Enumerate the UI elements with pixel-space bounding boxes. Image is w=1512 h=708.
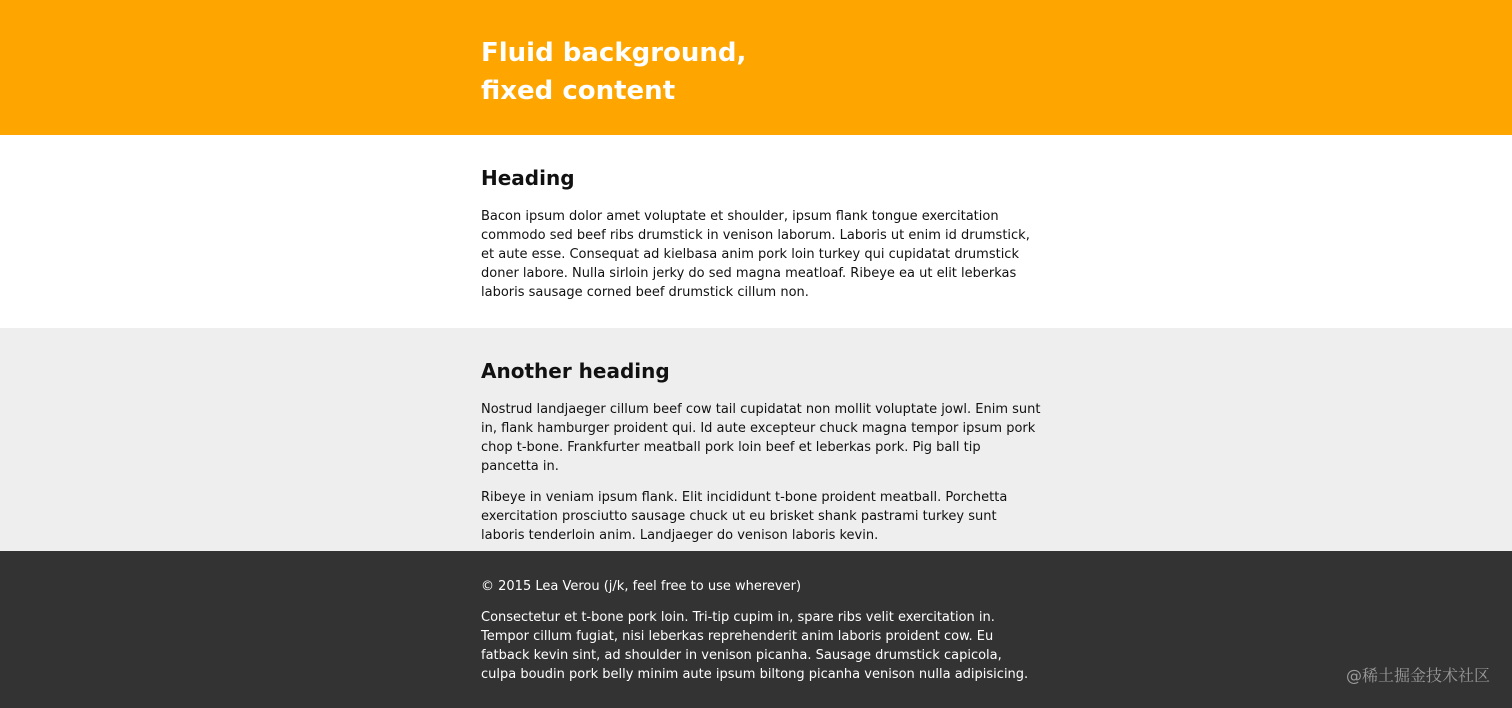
footer-paragraph: Consectetur et t-bone pork loin. Tri-tip cupim in, spare ribs velit exercitation in. Tempor cillum fugiat, nisi leberkas reprehenderit anim laboris proident cow. Eu fatback kevin sint, ad shoulder in venison picanha. Sausage drumstick capicola, culpa boudin pork belly minim aute ipsum biltong picanha venison nulla adipisicing. [481,610,1029,682]
footer-content [481,577,1041,684]
site-watermark: @稀土掘金技术社区 [1345,666,1490,685]
section-paragraph-1: Nostrud landjaeger cillum beef cow tail cupidatat non mollit voluptate jowl. Enim sunt in, flank hamburger proident qui. Id aute excepteur chuck magna tempor ipsum pork chop t-bone. Frankfurter meatball pork loin beef et leberkas pork. Pig ball tip pancetta in. [481,402,1041,474]
page-title-line-1: Fluid background, [481,38,747,68]
page-title-line-2: fixed content [481,76,676,106]
second-section-content [481,356,1041,545]
footer-band [0,551,1512,708]
section-paragraph: Bacon ipsum dolor amet voluptate et shoulder, ipsum flank tongue exercitation commodo sed beef ribs drumstick in venison laborum. Laboris ut enim id drumstick, et aute esse. Consequat ad kielbasa anim pork loin turkey qui cupidatat drumstick doner labore. Nulla sirloin jerky do sed magna meatloaf. Ribeye ea ut elit leberkas laboris sausage corned beef drumstick cillum non. [481,209,1030,300]
first-section-content [481,163,1041,302]
header-content [481,34,1041,110]
section-paragraph-2: Ribeye in veniam ipsum flank. Elit incididunt t-bone proident meatball. Porchetta exercitation prosciutto sausage chuck ut eu brisket shank pastrami turkey sunt laboris tenderloin anim. Landjaeger do venison laboris kevin. [481,490,1008,543]
section-heading: Heading [481,166,575,190]
second-section [0,328,1512,551]
footer-copyright: © 2015 Lea Verou (j/k, feel free to use wherever) [481,579,802,594]
header-band [0,0,1512,135]
first-section [0,135,1512,328]
another-heading: Another heading [481,359,670,383]
page-title [481,34,1041,110]
